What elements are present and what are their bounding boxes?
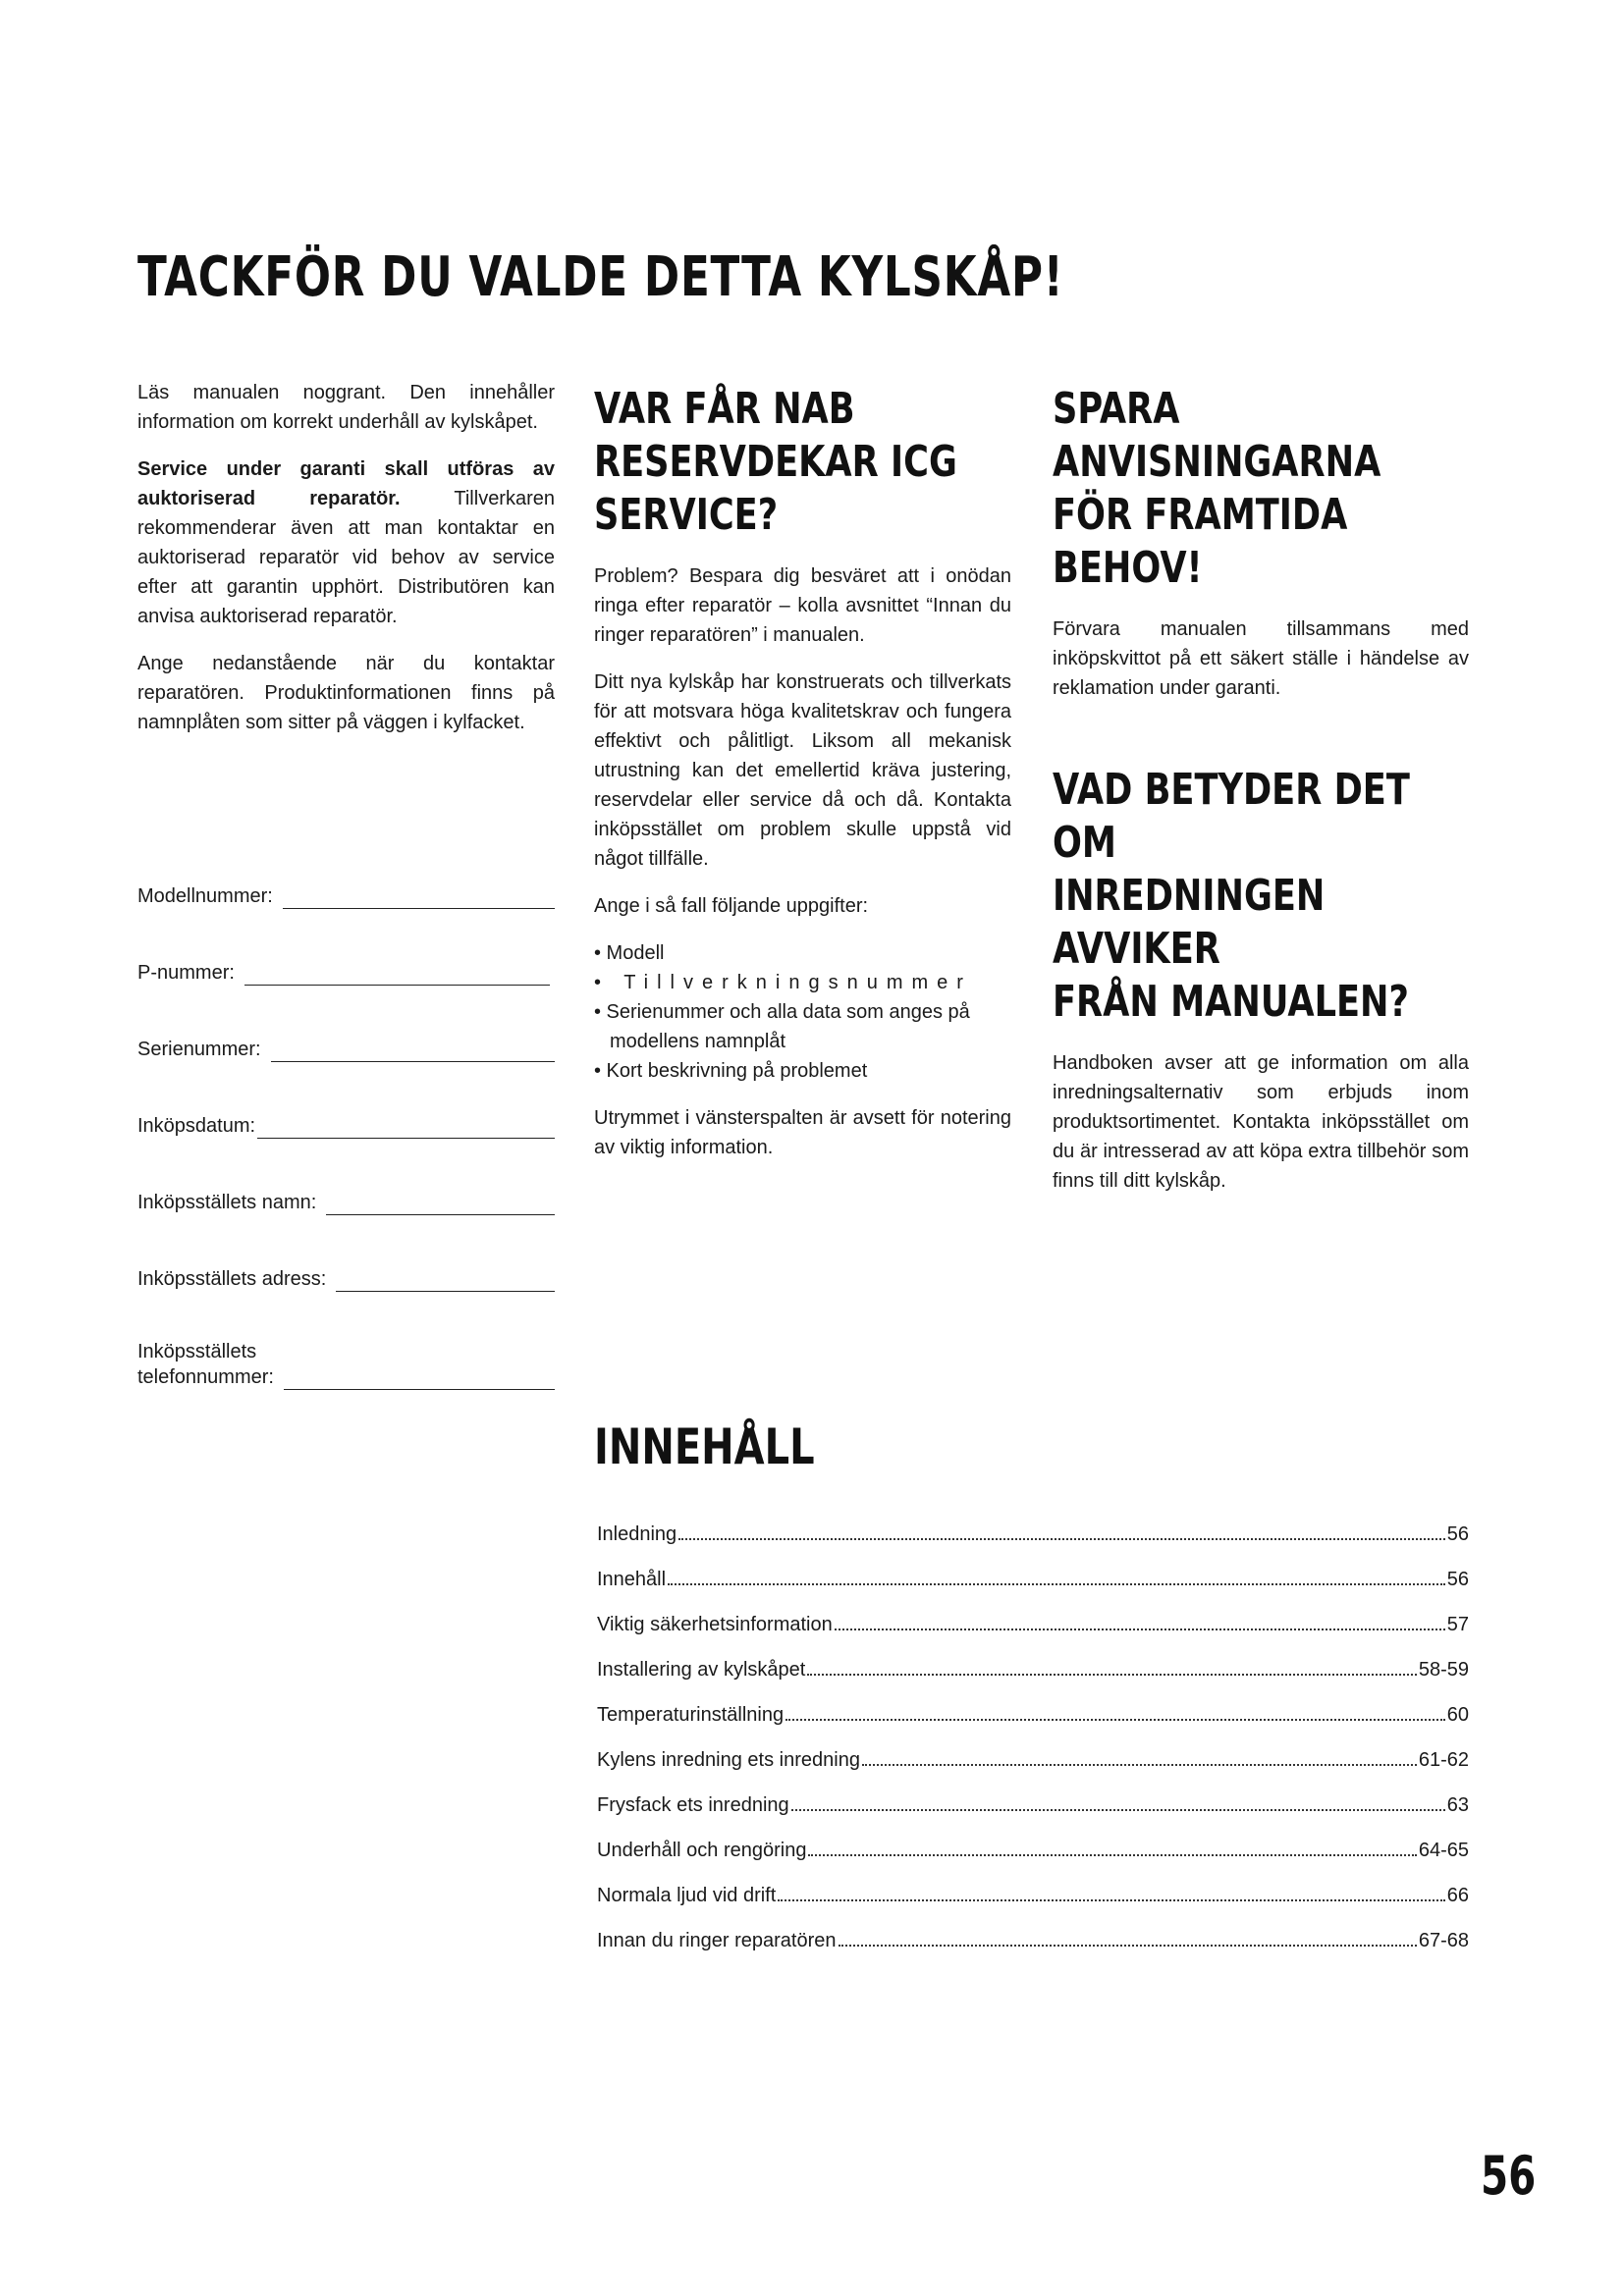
toc-item[interactable]: Innan du ringer reparatören 67-68 [597, 1930, 1469, 1951]
contact-text: Ange nedanstående när du kontaktar reparatören. Produktinformationen finns på namnplåten som sitter på väggen i kylfacket. [137, 653, 555, 733]
service-rest: Tillverkaren rekommenderar även att man kontaktar en auktoriserad reparatör vid behov av service efter att garantin upphört. Distributören kan anvisa auktoriserad reparatör. [137, 488, 555, 627]
toc-heading: INNEHÅLL [594, 1418, 815, 1475]
service-text [137, 454, 555, 631]
field-store-phone[interactable]: Inköpsställets telefonnummer: [137, 1339, 555, 1390]
toc-item[interactable]: Underhåll och rengöring 64-65 [597, 1840, 1469, 1861]
list-item: • Kort beskrivning på problemet [594, 1060, 868, 1082]
service-heading: VAR FÅR NAB RESERVDEKAR ICG SERVICE? [594, 384, 957, 540]
toc-item[interactable]: Viktig säkerhetsinformation 57 [597, 1614, 1469, 1635]
list-item: • Tillverkningsnummer [594, 972, 972, 993]
field-model[interactable]: Modellnummer: [137, 883, 555, 909]
right-p2: Handboken avser att ge information om alla inredningsalternativ som erbjuds inom produktsortimentet. Kontakta inköpsstället om du är intresserad av att köpa extra tillbehör som finns till ditt kylskåp. [1053, 1052, 1469, 1192]
right-column [1053, 383, 1469, 1213]
field-line [284, 1369, 555, 1390]
mid-p3: Ange i så fall följande uppgifter: [594, 895, 869, 917]
right-p1: Förvara manualen tillsammans med inköpskvittot på ett säkert ställe i händelse av reklamation under garanti. [1053, 618, 1469, 699]
variation-heading: VAD BETYDER DET OM INREDNINGEN AVVIKER FRÅN MANUALEN? [1053, 765, 1410, 1027]
toc-item[interactable]: Frysfack ets inredning 63 [597, 1794, 1469, 1816]
toc-item[interactable]: Temperaturinställning 60 [597, 1704, 1469, 1726]
mid-p1: Problem? Bespara dig besväret att i onödan ringa efter reparatör – kolla avsnittet “Innan du ringer reparatören” i manualen. [594, 565, 1011, 646]
field-serial[interactable]: Serienummer: [137, 1037, 555, 1062]
field-date[interactable]: Inköpsdatum: [137, 1113, 555, 1139]
list-item: • Serienummer och alla data som anges på modellens namnplåt [594, 1001, 970, 1052]
list-item: • Modell [594, 942, 665, 964]
middle-column [594, 383, 1011, 1180]
field-line [244, 965, 550, 986]
page-title: TACKFÖR DU VALDE DETTA KYLSKÅP! [137, 245, 1064, 309]
mid-p4: Utrymmet i vänsterspalten är avsett för notering av viktig information. [594, 1107, 1011, 1158]
field-line [336, 1271, 555, 1292]
save-heading: SPARA ANVISNINGARNA FÖR FRAMTIDA BEHOV! [1053, 384, 1381, 593]
field-store-address[interactable]: Inköpsställets adress: [137, 1266, 555, 1292]
service-bold: Service under garanti skall utföras av auktoriserad reparatör. [137, 458, 555, 509]
toc-item[interactable]: Normala ljud vid drift 66 [597, 1885, 1469, 1906]
toc-item[interactable]: Inledning 56 [597, 1523, 1469, 1545]
mid-p2: Ditt nya kylskåp har konstruerats och tillverkats för att motsvara höga kvalitetskrav och fungera effektivt och pålitligt. Liksom all mekanisk utrustning kan det emellertid kräva justering, reservdelar eller service då och då. Kontakta inköpsstället om problem skulle uppstå vid något tillfälle. [594, 671, 1011, 870]
field-store-name[interactable]: Inköpsställets namn: [137, 1190, 555, 1215]
table-of-contents [597, 1520, 1469, 1971]
toc-item[interactable]: Installering av kylskåpet 58-59 [597, 1659, 1469, 1681]
field-line [326, 1195, 555, 1215]
field-line [283, 888, 555, 909]
field-line [257, 1118, 555, 1139]
intro-text: Läs manualen noggrant. Den innehåller information om korrekt underhåll av kylskåpet. [137, 382, 555, 433]
left-column [137, 378, 555, 755]
toc-item[interactable]: Innehåll 56 [597, 1569, 1469, 1590]
page-number: 56 [1481, 2145, 1537, 2207]
toc-item[interactable]: Kylens inredning ets inredning 61-62 [597, 1749, 1469, 1771]
field-line [271, 1041, 555, 1062]
field-pnum[interactable]: P-nummer: [137, 960, 550, 986]
info-list [594, 938, 1011, 1086]
